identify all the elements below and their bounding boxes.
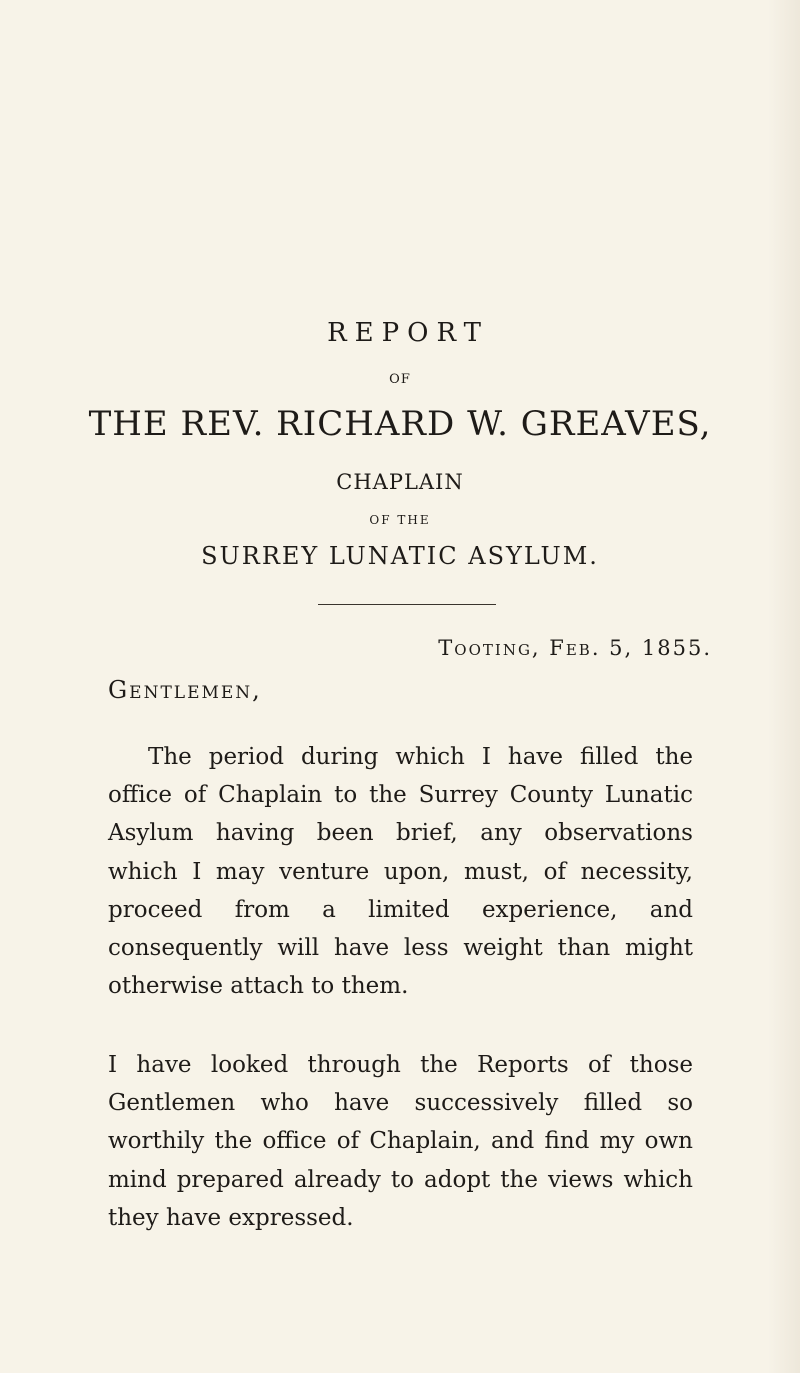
heading-of-the: OF THE [369, 513, 431, 527]
report-title: REPORT [327, 318, 489, 348]
institution-name: SURREY LUNATIC ASYLUM. [201, 542, 599, 570]
author-role: CHAPLAIN [336, 470, 464, 494]
section-divider [318, 604, 496, 605]
author-name: THE REV. RICHARD W. GREAVES, [88, 404, 712, 444]
salutation: Gentlemen, [108, 676, 262, 704]
body-paragraph-2: I have looked through the Reports of those Gentlemen who have successively filled so worthily the office of Chaplain, and find my own mind prepared already to adopt the views which they have expressed. [108, 1052, 693, 1231]
dateline: Tooting, Feb. 5, 1855. [438, 636, 712, 660]
body-paragraph-1: The period during which I have filled the office of Chaplain to the Surrey County Lunatic Asylum having been brief, any observations which I may venture upon, must, of necessity, proceed from a limited experience, and consequently will have less weight than might otherwise attach to them. [108, 744, 693, 1000]
heading-of: OF [389, 372, 411, 387]
